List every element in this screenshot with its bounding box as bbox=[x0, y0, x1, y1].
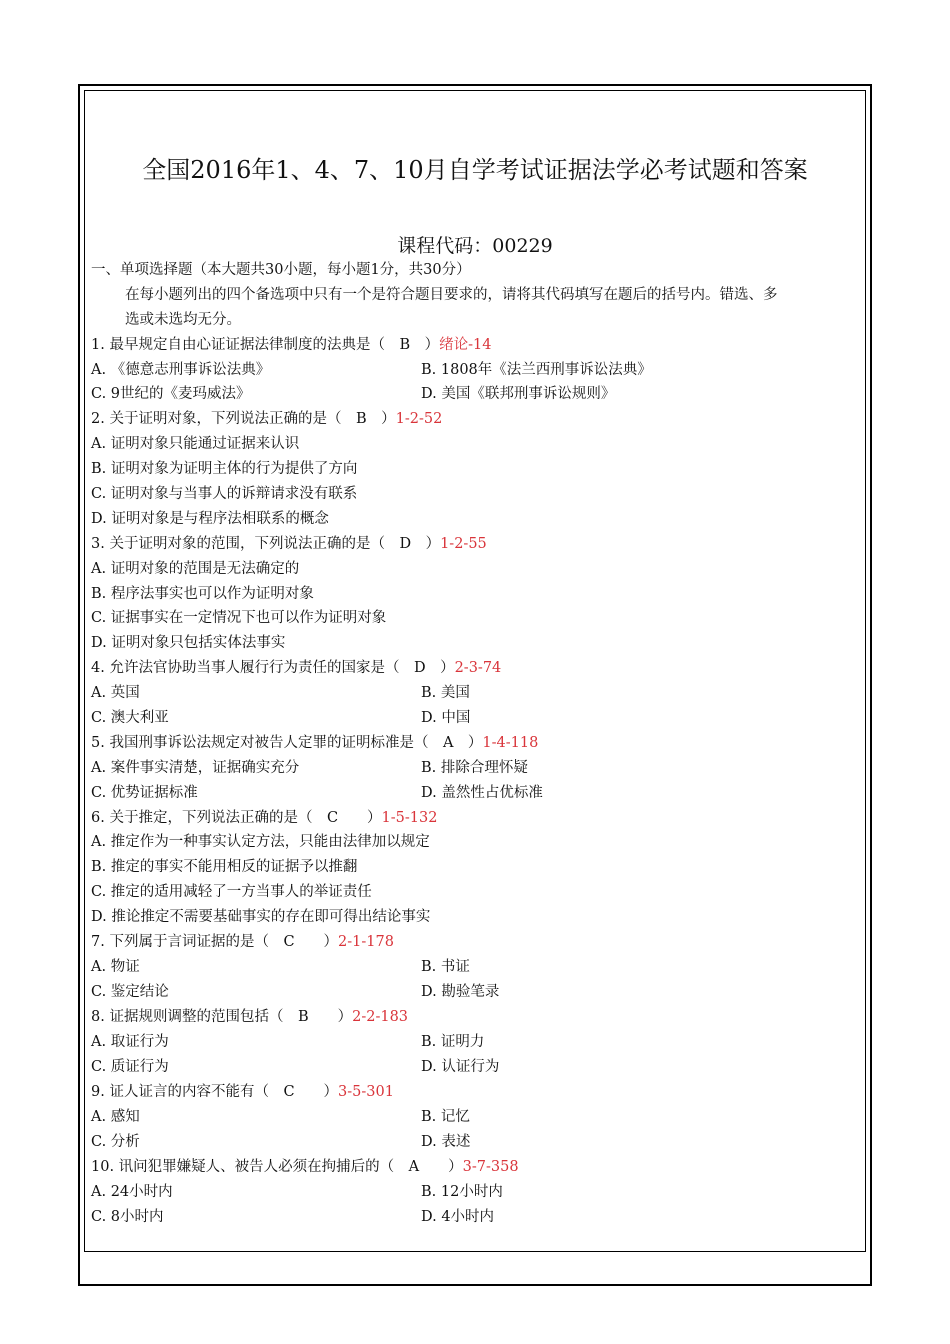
option-a: A. 证明对象的范围是无法确定的 bbox=[91, 560, 300, 577]
option-c: C. 澳大利亚 bbox=[91, 710, 169, 727]
option-row bbox=[91, 706, 866, 731]
option-row bbox=[91, 1055, 866, 1080]
question-stem-5: 5. 我国刑事诉讼法规定对被告人定罪的证明标准是（ A ）1-4-118 bbox=[91, 734, 539, 751]
textbook-reference: 1-2-52 bbox=[395, 411, 443, 428]
option-c: C. 推定的适用减轻了一方当事人的举证责任 bbox=[91, 884, 372, 901]
course-code: 课程代码：00229 bbox=[397, 235, 553, 257]
option-d: D. 证明对象是与程序法相联系的概念 bbox=[91, 510, 329, 527]
document-title: 全国2016年1、4、7、10月自学考试证据法学必考试题和答案 bbox=[142, 156, 808, 184]
option-b: B. 书证 bbox=[421, 958, 470, 975]
option-row bbox=[91, 756, 866, 781]
option-d: D. 盖然性占优标准 bbox=[421, 784, 543, 801]
option-d: D. 推论推定不需要基础事实的存在即可得出结论事实 bbox=[91, 909, 431, 926]
option-b: B. 12小时内 bbox=[421, 1184, 503, 1201]
textbook-reference: 3-7-358 bbox=[462, 1159, 519, 1176]
textbook-reference: 2-3-74 bbox=[454, 660, 502, 677]
option-b: B. 1808年《法兰西刑事诉讼法典》 bbox=[421, 361, 652, 378]
question-section bbox=[91, 258, 866, 1230]
option-row bbox=[91, 1030, 866, 1055]
question-stem-8: 8. 证据规则调整的范围包括（ B ）2-2-183 bbox=[91, 1008, 409, 1025]
option-b: B. 美国 bbox=[421, 685, 470, 702]
option-c: C. 优势证据标准 bbox=[91, 784, 198, 801]
option-d: D. 勘验笔录 bbox=[421, 983, 500, 1000]
option-d: D. 4小时内 bbox=[421, 1208, 495, 1225]
option-row bbox=[91, 1130, 866, 1155]
option-row bbox=[91, 980, 866, 1005]
textbook-reference: 绪论-14 bbox=[439, 336, 492, 353]
instruction-line-2: 选或未选均无分。 bbox=[125, 311, 241, 328]
question-stem-6: 6. 关于推定，下列说法正确的是（ C ）1-5-132 bbox=[91, 809, 438, 826]
option-a: A. 取证行为 bbox=[91, 1033, 169, 1050]
option-row bbox=[91, 1205, 866, 1230]
option-c: C. 证据事实在一定情况下也可以作为证明对象 bbox=[91, 610, 387, 627]
instruction-line-1: 在每小题列出的四个备选项中只有一个是符合题目要求的，请将其代码填写在题后的括号内。错选、多 bbox=[125, 286, 778, 303]
option-c: C. 鉴定结论 bbox=[91, 983, 169, 1000]
textbook-reference: 2-2-183 bbox=[352, 1008, 409, 1025]
option-row bbox=[91, 955, 866, 980]
question-stem-3: 3. 关于证明对象的范围，下列说法正确的是（ D ）1-2-55 bbox=[91, 535, 487, 552]
question-stem-9: 9. 证人证言的内容不能有（ C ）3-5-301 bbox=[91, 1084, 394, 1101]
option-b: B. 证明力 bbox=[421, 1033, 485, 1050]
option-a: A. 案件事实清楚，证据确实充分 bbox=[91, 759, 300, 776]
textbook-reference: 1-4-118 bbox=[482, 734, 539, 751]
option-a: A. 24小时内 bbox=[91, 1184, 173, 1201]
option-b: B. 排除合理怀疑 bbox=[421, 759, 528, 776]
option-b: B. 程序法事实也可以作为证明对象 bbox=[91, 585, 314, 602]
option-a: A. 感知 bbox=[91, 1109, 140, 1126]
textbook-reference: 2-1-178 bbox=[338, 934, 394, 951]
question-stem-1: 1. 最早规定自由心证证据法律制度的法典是（ B ）绪论-14 bbox=[91, 336, 492, 353]
question-stem-2: 2. 关于证明对象，下列说法正确的是（ B ）1-2-52 bbox=[91, 411, 443, 428]
option-row bbox=[91, 1180, 866, 1205]
option-c: C. 分析 bbox=[91, 1134, 140, 1151]
textbook-reference: 3-5-301 bbox=[338, 1084, 394, 1101]
option-a: A. 《德意志刑事诉讼法典》 bbox=[91, 361, 271, 378]
question-stem-7: 7. 下列属于言词证据的是（ C ）2-1-178 bbox=[91, 934, 394, 951]
option-b: B. 记忆 bbox=[421, 1109, 470, 1126]
option-a: A. 英国 bbox=[91, 685, 140, 702]
option-d: D. 证明对象只包括实体法事实 bbox=[91, 635, 286, 652]
option-row bbox=[91, 681, 866, 706]
option-a: A. 推定作为一种事实认定方法，只能由法律加以规定 bbox=[91, 834, 430, 851]
option-b: B. 推定的事实不能用相反的证据予以推翻 bbox=[91, 859, 358, 876]
option-d: D. 表述 bbox=[421, 1134, 471, 1151]
option-c: C. 8小时内 bbox=[91, 1208, 164, 1225]
option-c: C. 质证行为 bbox=[91, 1058, 169, 1075]
section-heading: 一、单项选择题（本大题共30小题，每小题1分，共30分） bbox=[91, 262, 471, 278]
option-row bbox=[91, 1105, 866, 1130]
question-stem-10: 10. 讯问犯罪嫌疑人、被告人必须在拘捕后的（ A ）3-7-358 bbox=[91, 1159, 519, 1176]
option-d: D. 认证行为 bbox=[421, 1058, 500, 1075]
textbook-reference: 1-5-132 bbox=[381, 809, 438, 826]
option-row bbox=[91, 781, 866, 806]
question-stem-4: 4. 允许法官协助当事人履行行为责任的国家是（ D ）2-3-74 bbox=[91, 660, 502, 677]
option-b: B. 证明对象为证明主体的行为提供了方向 bbox=[91, 461, 358, 478]
option-d: D. 中国 bbox=[421, 710, 471, 727]
option-c: C. 9世纪的《麦玛威法》 bbox=[91, 386, 251, 403]
option-row bbox=[91, 382, 866, 407]
option-row bbox=[91, 358, 866, 383]
option-a: A. 证明对象只能通过证据来认识 bbox=[91, 436, 300, 453]
option-d: D. 美国《联邦刑事诉讼规则》 bbox=[421, 386, 616, 403]
textbook-reference: 1-2-55 bbox=[440, 535, 487, 552]
option-a: A. 物证 bbox=[91, 958, 140, 975]
option-c: C. 证明对象与当事人的诉辩请求没有联系 bbox=[91, 486, 358, 503]
